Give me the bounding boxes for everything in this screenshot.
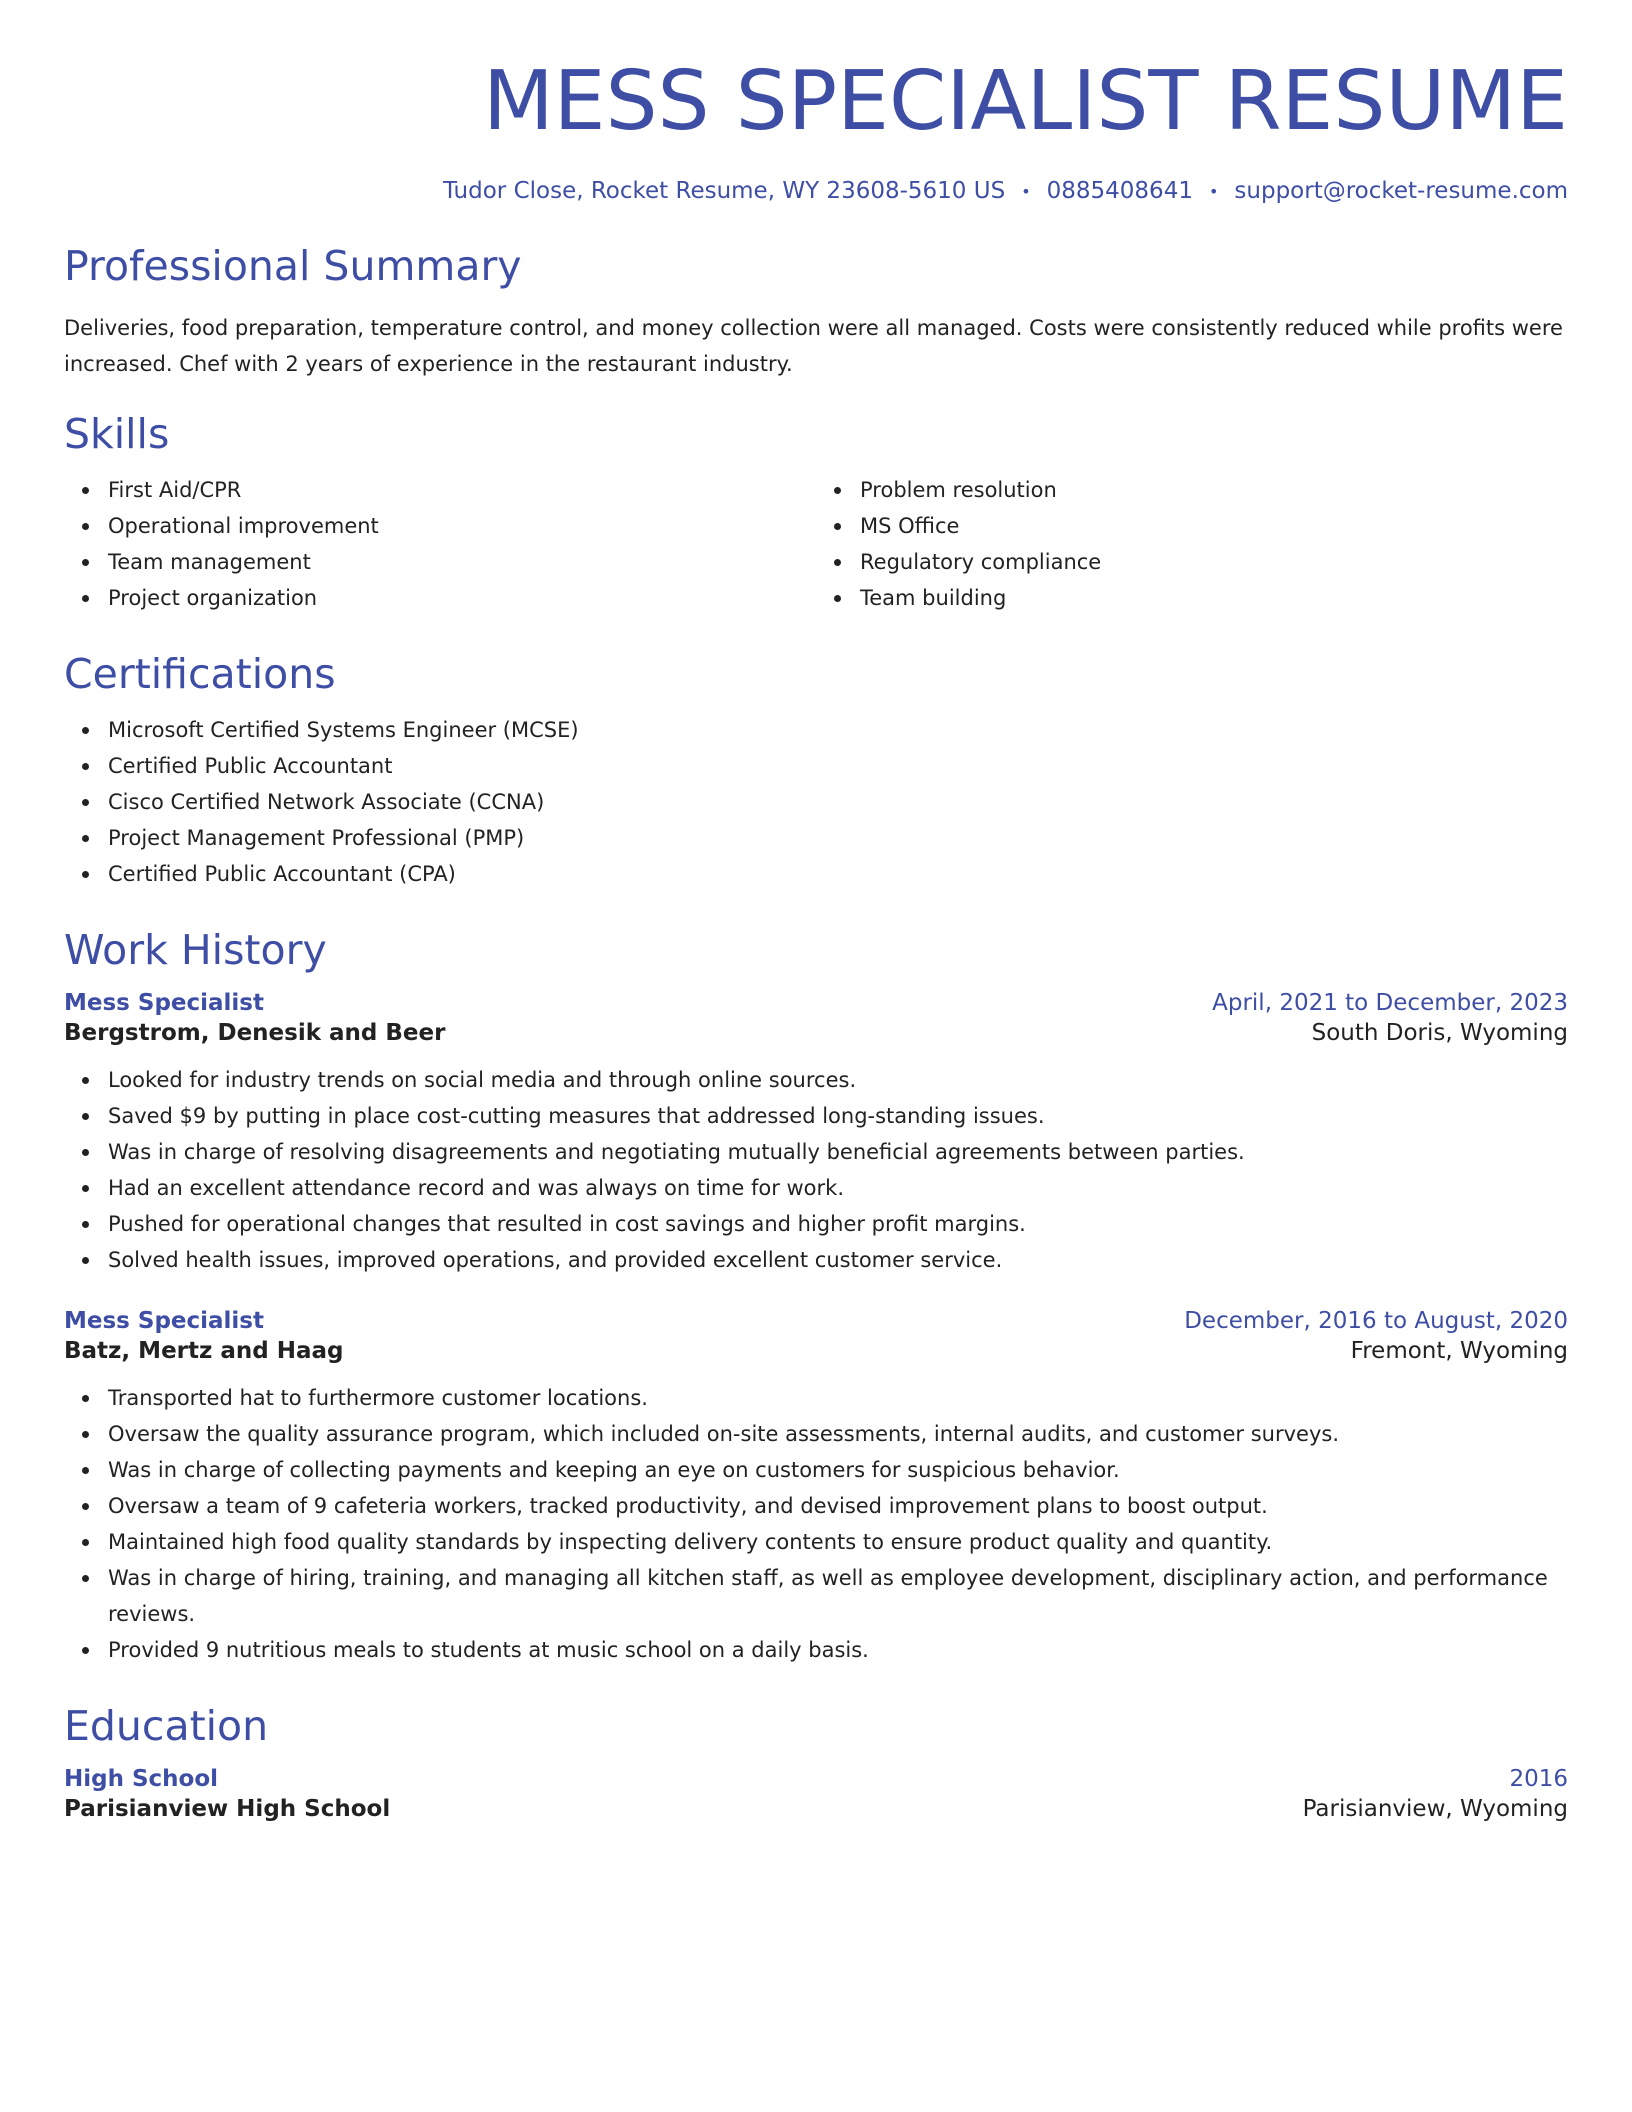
skills-section <box>64 408 1568 616</box>
contact-separator: • <box>1021 181 1031 201</box>
job-bullet: Had an excellent attendance record and was always on time for work. <box>108 1170 1568 1206</box>
job-bullet: Pushed for operational changes that resulted in cost savings and higher profit margins. <box>108 1206 1568 1242</box>
skills-grid <box>64 472 1568 616</box>
certifications-section <box>64 648 1568 892</box>
skill-item: Project organization <box>108 580 816 616</box>
job-bullet: Was in charge of hiring, training, and managing all kitchen staff, as well as employee development, disciplinary action, and performance reviews. <box>108 1560 1568 1632</box>
certification-item: Project Management Professional (PMP) <box>108 820 1568 856</box>
work-heading: Work History <box>64 926 327 974</box>
certifications-heading: Certifications <box>64 650 336 698</box>
education-subheader <box>64 1796 1568 1822</box>
skill-item: MS Office <box>860 508 1568 544</box>
skills-list-left <box>64 472 816 616</box>
summary-section <box>64 240 1568 382</box>
job-dates: April, 2021 to December, 2023 <box>1212 990 1568 1016</box>
job-bullet: Was in charge of collecting payments and keeping an eye on customers for suspicious behavior. <box>108 1452 1568 1488</box>
skill-item: Regulatory compliance <box>860 544 1568 580</box>
contact-address: Tudor Close, Rocket Resume, WY 23608-5610 US <box>443 178 1006 204</box>
job-entry <box>64 990 1568 1278</box>
job-bullets <box>64 1380 1568 1668</box>
skills-heading: Skills <box>64 410 170 458</box>
job-bullet: Oversaw a team of 9 cafeteria workers, tracked productivity, and devised improvement plans to boost output. <box>108 1488 1568 1524</box>
job-bullet: Oversaw the quality assurance program, which included on-site assessments, internal audits, and customer surveys. <box>108 1416 1568 1452</box>
certifications-list <box>64 712 1568 892</box>
skill-item: Operational improvement <box>108 508 816 544</box>
job-subheader <box>64 1020 1568 1046</box>
certification-item: Certified Public Accountant <box>108 748 1568 784</box>
contact-email: support@rocket-resume.com <box>1234 178 1568 204</box>
skills-list-right <box>816 472 1568 616</box>
education-header <box>64 1766 1568 1792</box>
job-bullet: Was in charge of resolving disagreements and negotiating mutually beneficial agreements between parties. <box>108 1134 1568 1170</box>
education-school: Parisianview High School <box>64 1796 391 1822</box>
education-heading: Education <box>64 1702 269 1750</box>
certification-item: Cisco Certified Network Associate (CCNA) <box>108 784 1568 820</box>
job-header <box>64 990 1568 1016</box>
skill-item: First Aid/CPR <box>108 472 816 508</box>
job-entry <box>64 1308 1568 1668</box>
education-location: Parisianview, Wyoming <box>1302 1796 1568 1822</box>
job-dates: December, 2016 to August, 2020 <box>1184 1308 1568 1334</box>
job-bullet: Looked for industry trends on social media and through online sources. <box>108 1062 1568 1098</box>
skill-item: Team building <box>860 580 1568 616</box>
job-bullet: Solved health issues, improved operations, and provided excellent customer service. <box>108 1242 1568 1278</box>
job-location: South Doris, Wyoming <box>1311 1020 1568 1046</box>
job-bullet: Maintained high food quality standards by inspecting delivery contents to ensure product quality and quantity. <box>108 1524 1568 1560</box>
contact-line <box>64 178 1568 204</box>
job-company: Bergstrom, Denesik and Beer <box>64 1020 446 1046</box>
job-company: Batz, Mertz and Haag <box>64 1338 344 1364</box>
resume-title: MESS SPECIALIST RESUME <box>482 54 1568 149</box>
certification-item: Microsoft Certified Systems Engineer (MCSE) <box>108 712 1568 748</box>
certification-item: Certified Public Accountant (CPA) <box>108 856 1568 892</box>
education-year: 2016 <box>1509 1766 1568 1792</box>
education-section <box>64 1700 1568 1822</box>
summary-text: Deliveries, food preparation, temperature control, and money collection were all managed. Costs were consistently reduced while profits were increased. Chef with 2 years of experience in the restaurant industry. <box>64 316 1563 376</box>
job-title: Mess Specialist <box>64 1308 264 1334</box>
job-bullet: Transported hat to furthermore customer locations. <box>108 1380 1568 1416</box>
job-subheader <box>64 1338 1568 1364</box>
contact-separator: • <box>1208 181 1219 201</box>
work-section <box>64 924 1568 1668</box>
skill-item: Team management <box>108 544 816 580</box>
education-degree: High School <box>64 1766 219 1792</box>
job-bullets <box>64 1062 1568 1278</box>
job-bullet: Saved $9 by putting in place cost-cutting measures that addressed long-standing issues. <box>108 1098 1568 1134</box>
contact-phone: 0885408641 <box>1046 178 1193 204</box>
job-header <box>64 1308 1568 1334</box>
job-bullet: Provided 9 nutritious meals to students at music school on a daily basis. <box>108 1632 1568 1668</box>
job-location: Fremont, Wyoming <box>1350 1338 1568 1364</box>
summary-heading: Professional Summary <box>64 242 522 290</box>
job-title: Mess Specialist <box>64 990 264 1016</box>
skill-item: Problem resolution <box>860 472 1568 508</box>
